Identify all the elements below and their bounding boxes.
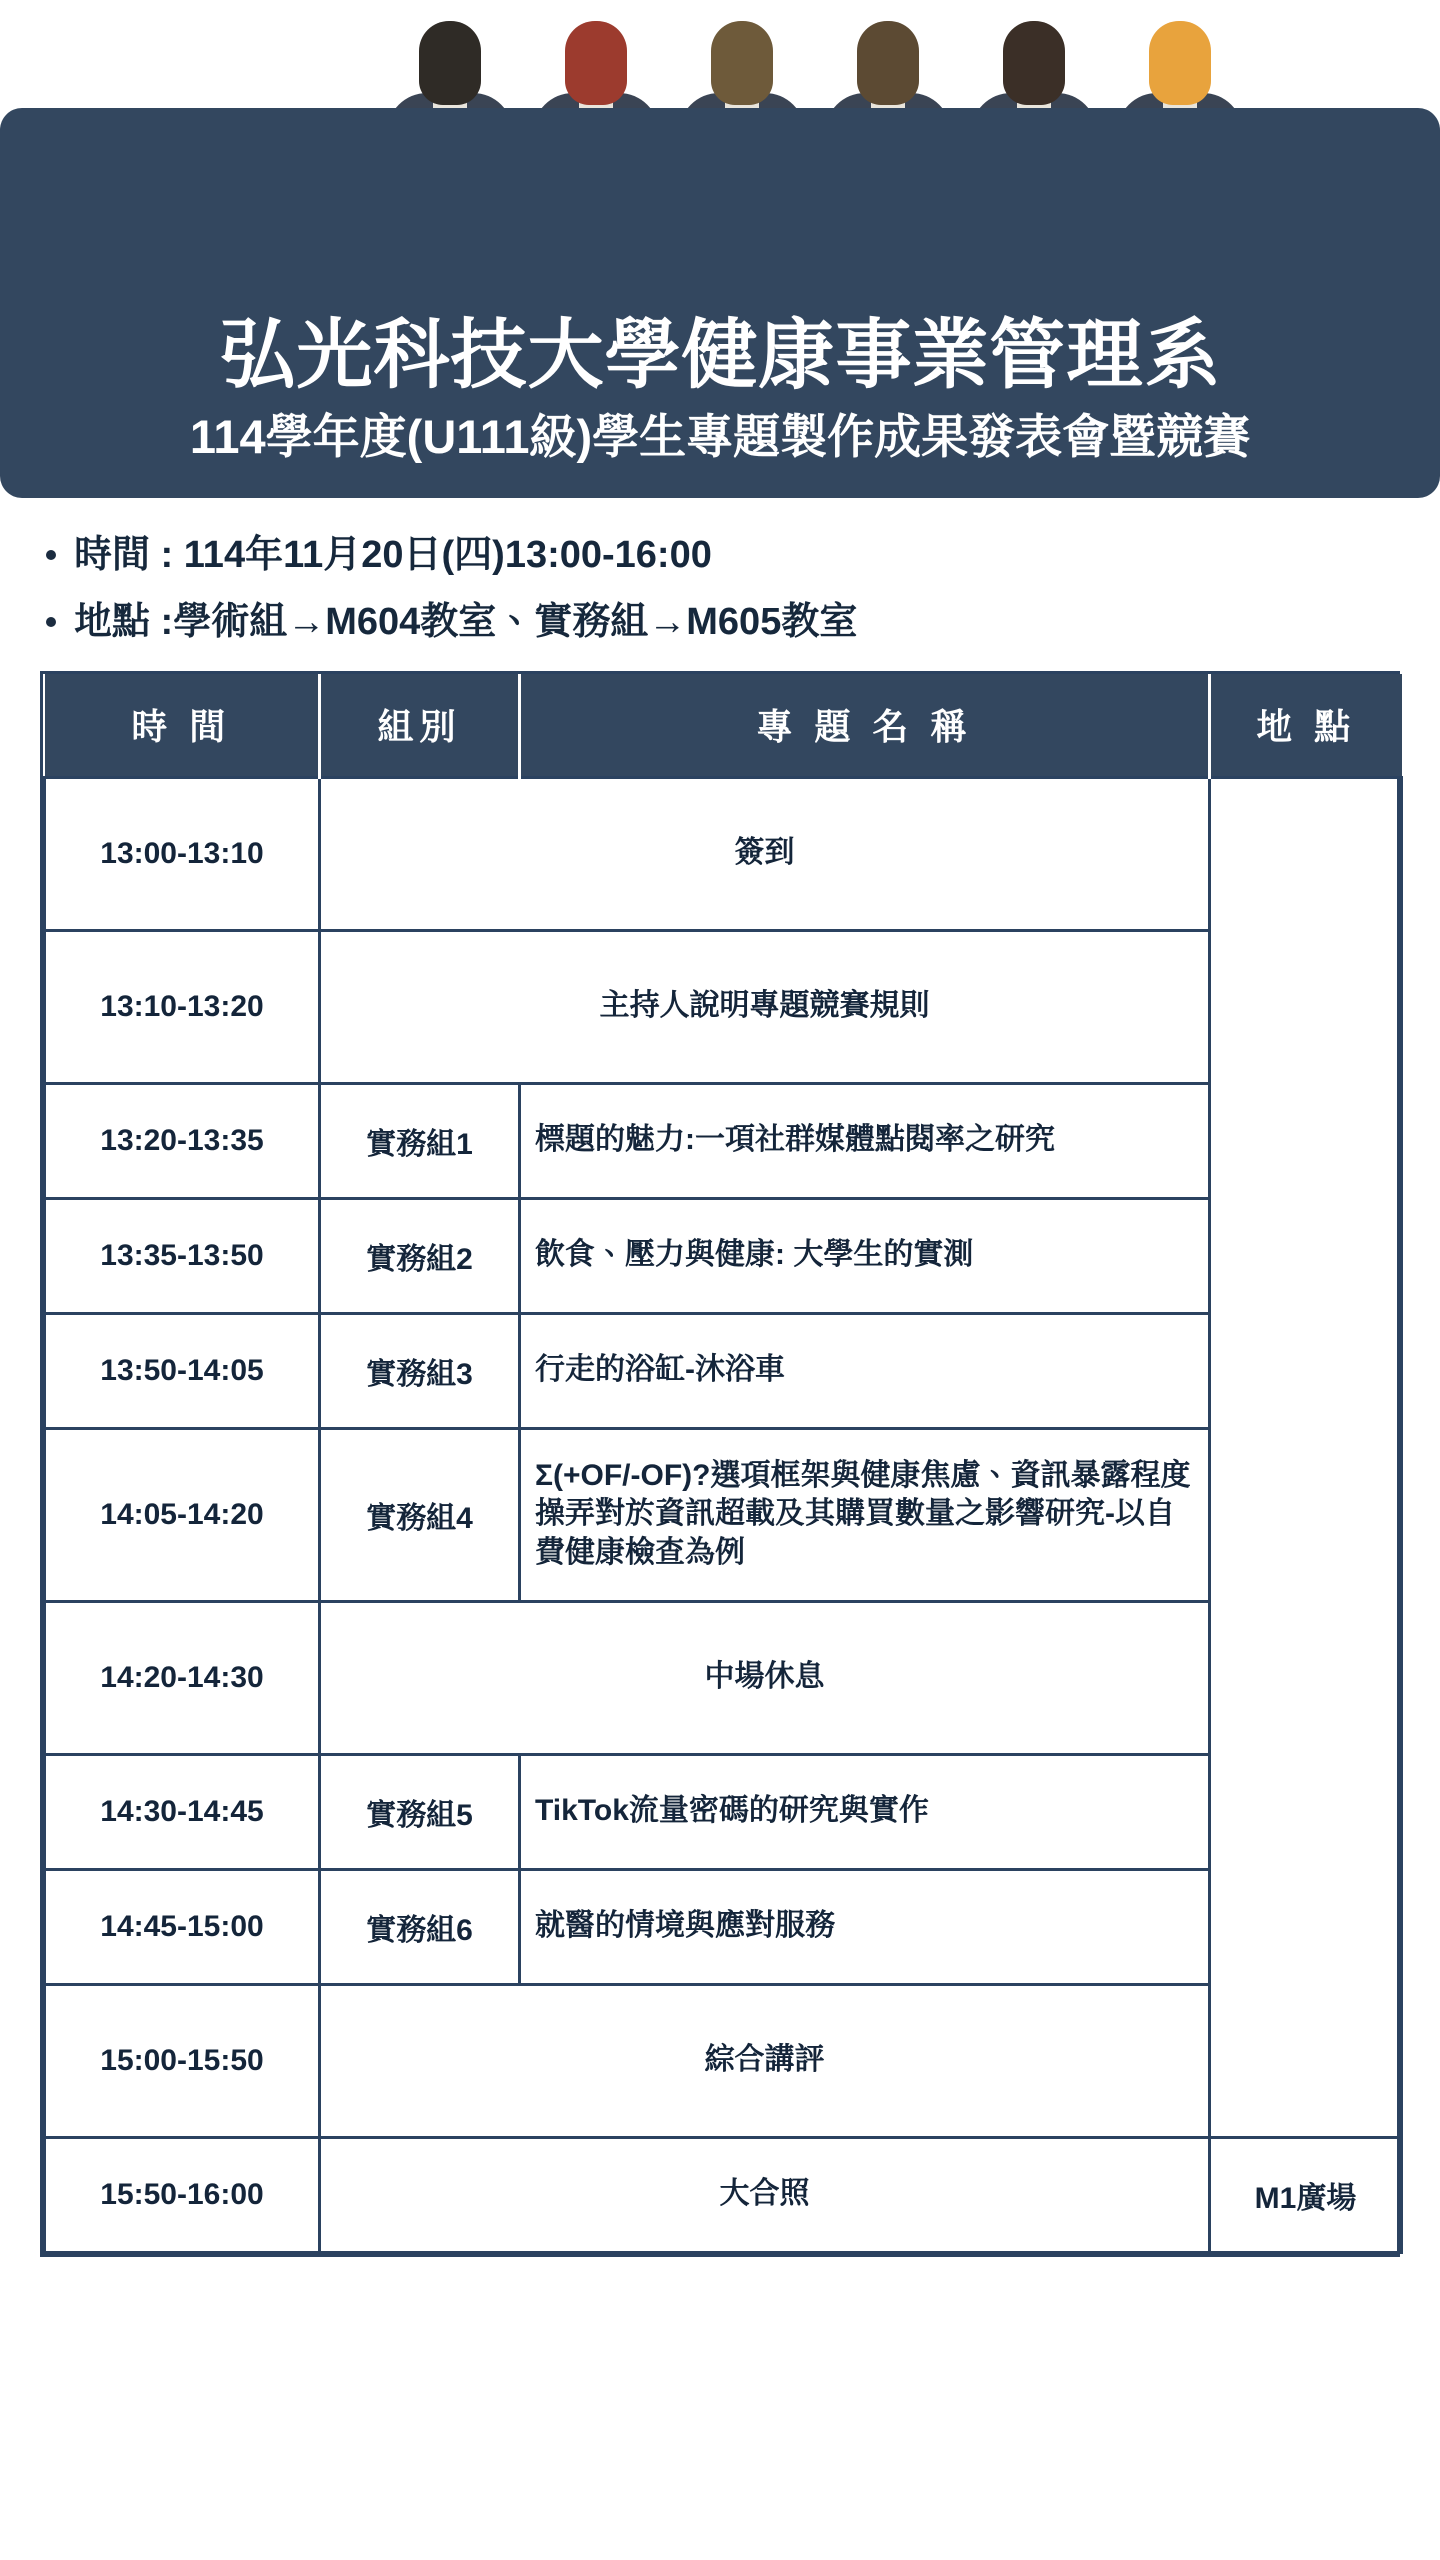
- cell-time: 13:10-13:20: [45, 930, 320, 1083]
- cell-title: 簽到: [320, 777, 1210, 930]
- cell-time: 14:20-14:30: [45, 1601, 320, 1754]
- page-subtitle: 114學年度(U111級)學生專題製作成果發表會暨競賽: [189, 409, 1251, 463]
- table-row: [45, 2137, 1402, 2252]
- event-time: 時間 : 114年11月20日(四)13:00-16:00: [74, 534, 712, 576]
- table-row: [45, 777, 1402, 930]
- cell-title: 大合照: [320, 2137, 1210, 2252]
- table-row: [45, 1313, 1402, 1428]
- col-header-time: 時 間: [45, 674, 320, 778]
- cell-group: 實務組2: [320, 1198, 520, 1313]
- cell-title: 主持人說明專題競賽規則: [320, 930, 1210, 1083]
- table-row: [45, 1869, 1402, 1984]
- event-info: [46, 530, 1440, 649]
- cell-group: 實務組6: [320, 1869, 520, 1984]
- cell-time: 14:30-14:45: [45, 1754, 320, 1869]
- cell-time: 13:20-13:35: [45, 1083, 320, 1198]
- cell-title: 行走的浴缸-沐浴車: [520, 1313, 1210, 1428]
- cell-place: M1廣場: [1210, 2137, 1402, 2252]
- cell-time: 13:50-14:05: [45, 1313, 320, 1428]
- figure-head: [1149, 21, 1211, 105]
- table-header-row: [45, 674, 1402, 778]
- figure-head: [419, 21, 481, 105]
- figure-head: [565, 21, 627, 105]
- table-row: [45, 1601, 1402, 1754]
- cell-time: 15:50-16:00: [45, 2137, 320, 2252]
- cell-title: 標題的魅力:一項社群媒體點閱率之研究: [520, 1083, 1210, 1198]
- cell-title: TikTok流量密碼的研究與實作: [520, 1754, 1210, 1869]
- table-row: [45, 930, 1402, 1083]
- table-row: [45, 1198, 1402, 1313]
- cell-group: 實務組1: [320, 1083, 520, 1198]
- schedule-table-body: [45, 777, 1402, 2252]
- cell-time: 14:45-15:00: [45, 1869, 320, 1984]
- title-banner: [0, 108, 1440, 498]
- table-row: [45, 1083, 1402, 1198]
- figure-head: [1003, 21, 1065, 105]
- event-place: 地點 :學術組→M604教室、實務組→M605教室: [74, 601, 858, 644]
- cell-time: 14:05-14:20: [45, 1428, 320, 1601]
- cell-place-empty: [1210, 777, 1402, 2137]
- bullet-icon: [46, 550, 56, 560]
- cell-group: 實務組3: [320, 1313, 520, 1428]
- cell-title: 就醫的情境與應對服務: [520, 1869, 1210, 1984]
- cell-title: 飲食、壓力與健康: 大學生的實測: [520, 1198, 1210, 1313]
- schedule-table: [43, 674, 1403, 2254]
- col-header-group: 組別: [320, 674, 520, 778]
- col-header-place: 地 點: [1210, 674, 1402, 778]
- table-row: [45, 1984, 1402, 2137]
- cell-group: 實務組4: [320, 1428, 520, 1601]
- figure-head: [711, 21, 773, 105]
- cell-title: 中場休息: [320, 1601, 1210, 1754]
- cell-title: 綜合講評: [320, 1984, 1210, 2137]
- table-row: [45, 1428, 1402, 1601]
- cell-group: 實務組5: [320, 1754, 520, 1869]
- cell-time: 13:00-13:10: [45, 777, 320, 930]
- page-title: 弘光科技大學健康事業管理系: [219, 313, 1221, 399]
- figure-head: [857, 21, 919, 105]
- info-row-place: [46, 597, 1440, 648]
- info-row-time: [46, 530, 1440, 581]
- cell-title: Σ(+OF/-OF)?選項框架與健康焦慮、資訊暴露程度操弄對於資訊超載及其購買數量之影響研究-以自費健康檢查為例: [520, 1428, 1210, 1601]
- col-header-title: 專 題 名 稱: [520, 674, 1210, 778]
- cell-time: 15:00-15:50: [45, 1984, 320, 2137]
- table-row: [45, 1754, 1402, 1869]
- cell-time: 13:35-13:50: [45, 1198, 320, 1313]
- poster-header: [0, 0, 1440, 500]
- bullet-icon: [46, 617, 56, 627]
- schedule-table-wrapper: [40, 671, 1400, 2257]
